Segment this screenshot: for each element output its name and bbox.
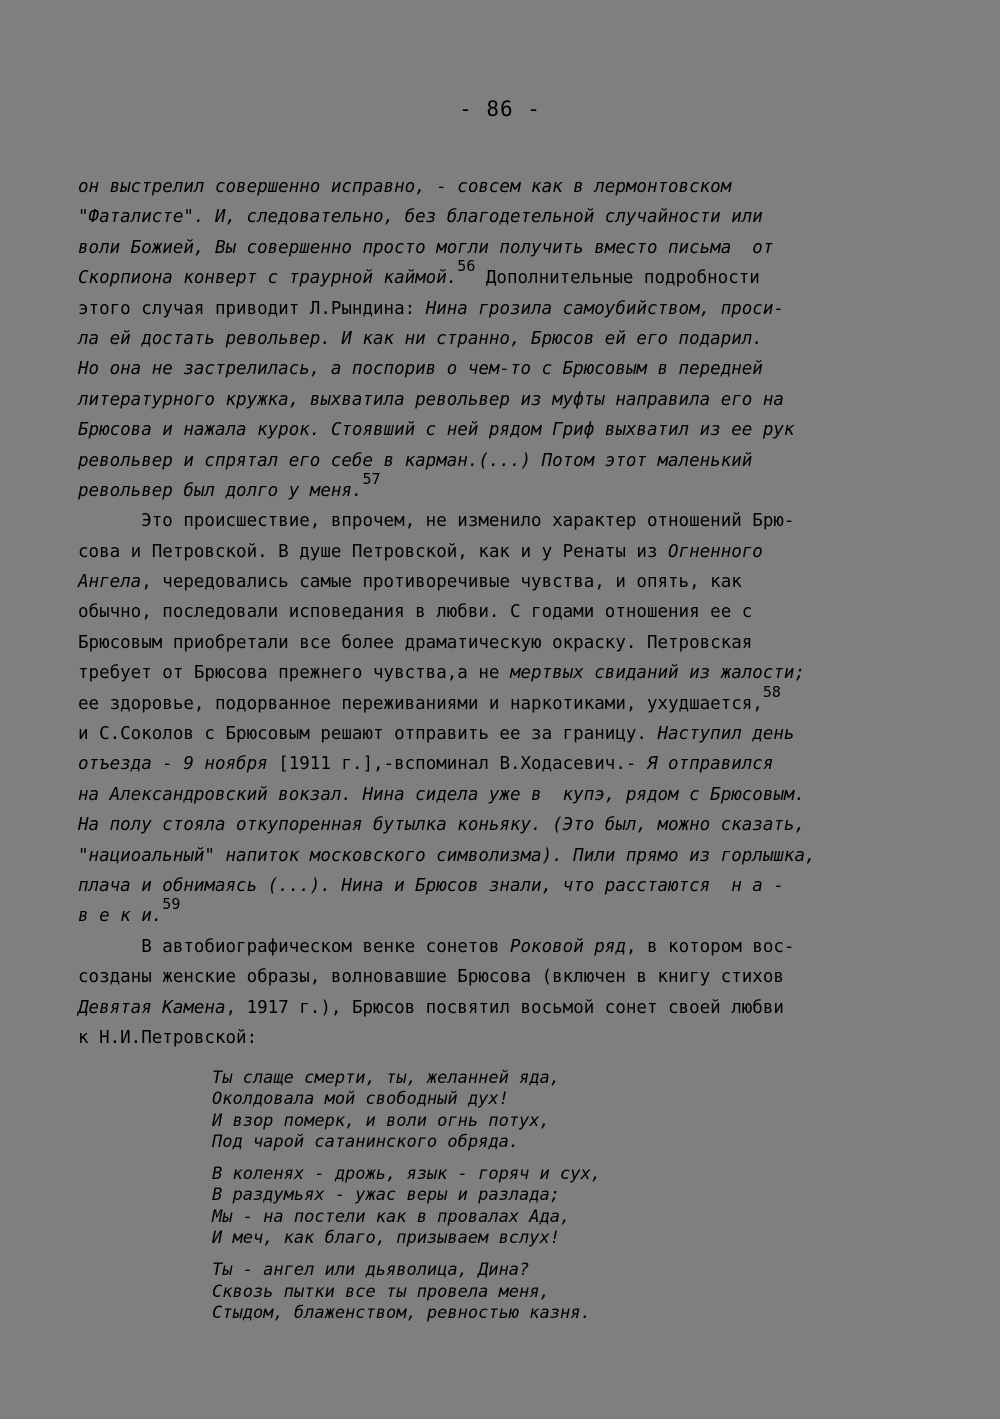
footnote-marker: 56 [457, 257, 476, 276]
text-line: он выстрелил совершенно исправно, - совсем как в лермонтовском [78, 177, 732, 197]
text-line [78, 294, 923, 324]
poem-line: Стыдом, блаженством, ревностью казня. [212, 1302, 591, 1323]
text-line [78, 682, 923, 719]
text-line: на Александровский вокзал. Нина сидела уже в купэ, рядом с Брюсовым. [78, 784, 805, 805]
page-number: - 86 - [459, 97, 541, 121]
text-line [78, 895, 923, 931]
poem-stanza [212, 1260, 932, 1324]
body-text-span: Дополнительные подробности [475, 268, 760, 289]
quote-text: в е к и. [78, 906, 163, 927]
text-line [78, 469, 923, 506]
body-text-span: В автобиографическом венке сонетов [78, 936, 510, 957]
quote-text: Скорпиона конверт с траурной каймой. [78, 268, 458, 289]
text-line [78, 749, 923, 779]
text-line: обычно, последовали исповедания в любви. С годами отношения ее с [78, 602, 753, 623]
text-line: Брюсовым приобретали все более драматическую окраску. Петровская [78, 632, 753, 653]
text-line [78, 993, 923, 1023]
body-text-span: требует от Брюсова прежнего чувства,а не [78, 663, 510, 684]
text-line: "Фаталисте". И, следовательно, без благодетельной случайности или [78, 207, 763, 228]
text-line: Это происшествие, впрочем, не изменило характер отношений Брю- [78, 511, 795, 532]
footnote-marker: 57 [362, 469, 381, 488]
text-line: созданы женские образы, волновавшие Брюсова (включен в книгу стихов [78, 967, 784, 988]
poem-line: Под чарой сатанинского обряда. [212, 1131, 520, 1152]
quote-text: Я отправился [646, 754, 774, 775]
poem-stanza [212, 1068, 932, 1153]
text-line [78, 257, 923, 293]
text-line: плача и обнимаясь (...). Нина и Брюсов знали, что расстаются н а - [78, 875, 784, 896]
book-title: Девятая Камена [78, 997, 226, 1018]
text-line [78, 537, 923, 567]
book-title: Ангела [78, 572, 142, 593]
body-text-span: и С.Соколов с Брюсовым решают отправить ее за границу. [78, 724, 658, 745]
book-title: Огненного [668, 541, 763, 562]
text-line: Брюсова и нажала курок. Стоявший с ней рядом Гриф выхватил из ее рук [78, 420, 795, 441]
text-line: к Н.И.Петровской: [78, 1027, 258, 1048]
body-text-span: , в котором вос- [625, 936, 795, 957]
body-text-span: , 1917 г.), Брюсов посвятил восьмой сонет своей любви [225, 997, 784, 1018]
quote-text: револьвер был долго у меня. [78, 480, 363, 501]
body-text-span: ее здоровье, подорванное переживаниями и наркотиками, ухудшается, [78, 693, 763, 714]
poem-line: Околдовала мой свободный дух! [212, 1089, 509, 1110]
poem-line: И взор померк, и воли огнь потух, [212, 1110, 550, 1131]
body-text-span: [1911 г.],-вспоминал В.Ходасевич.- [278, 754, 647, 775]
poem-line: Ты слаще смерти, ты, желанней яда, [212, 1068, 560, 1088]
poem-line: Сквозь пытки все ты провела меня, [212, 1281, 550, 1302]
footnote-marker: 58 [762, 682, 781, 701]
poem-line: В коленях - дрожь, язык - горяч и сух, [212, 1164, 601, 1185]
text-line: воли Божией, Вы совершенно просто могли получить вместо письма от [78, 237, 774, 258]
text-line: литературного кружка, выхватила револьвер из муфты направила его на [78, 389, 784, 410]
footnote-marker: 59 [162, 895, 181, 914]
text-line [78, 567, 923, 597]
quote-text: Нина грозила самоубийством, проси- [425, 298, 784, 319]
poem-stanza [212, 1164, 932, 1249]
poem-line: Ты - ангел или дьяволица, Дина? [212, 1260, 530, 1281]
body-text-span: сова и Петровской. В душе Петровской, как и у Ренаты из [78, 541, 669, 562]
text-line: ла ей достать револьвер. И как ни странно, Брюсов ей его подарил. [78, 328, 763, 349]
quote-text: отъезда - 9 ноября [78, 754, 279, 775]
sonnet-quote [212, 1068, 932, 1335]
quote-text: Наступил день [657, 724, 795, 745]
text-line: револьвер и спрятал его себе в карман.(...) Потом этот маленький [78, 450, 753, 471]
book-title: Роковой ряд [509, 936, 626, 957]
quote-text: мертвых свиданий из жалости; [509, 663, 805, 684]
text-line [78, 658, 923, 688]
poem-line: И меч, как благо, призываем вслух! [212, 1228, 560, 1249]
poem-line: В раздумьях - ужас веры и разлада; [212, 1185, 560, 1206]
body-text [78, 172, 923, 1053]
text-line: Но она не застрелилась, а поспорив о чем-то с Брюсовым в передней [78, 359, 763, 380]
text-line [78, 719, 923, 749]
body-text-span: этого случая приводит Л.Рындина: [78, 298, 426, 319]
text-line: "нациоальный" напиток московского символизма). Пили прямо из горлышка, [78, 845, 816, 866]
body-text-span: , чередовались самые противоречивые чувства, и опять, как [141, 572, 742, 593]
text-line: На полу стояла откупоренная бутылка коньяку. (Это был, можно сказать, [78, 815, 805, 836]
poem-line: Мы - на постели как в провалах Ада, [212, 1206, 571, 1227]
text-line [78, 932, 923, 962]
